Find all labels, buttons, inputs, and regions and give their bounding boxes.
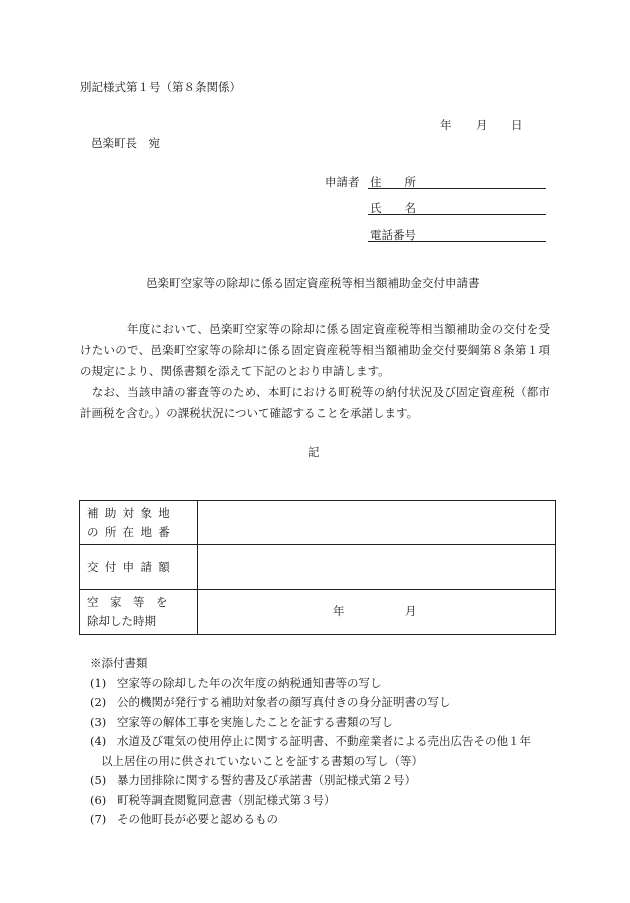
name-label: 氏 名 bbox=[370, 201, 416, 215]
body-paragraph-2: なお、当該申請の審査等のため、本町における町税等の納付状況及び固定資産税（都市計画税を含む。）の課税状況について確認することを承諾します。 bbox=[80, 385, 550, 420]
body-text bbox=[80, 319, 550, 424]
subsidy-land-label: 補助対象地 の所在地番 bbox=[80, 501, 198, 545]
list-item: (7) その他町長が必要と認めるもの bbox=[90, 812, 278, 826]
demolition-time-label: 空 家 等 を 除却した時期 bbox=[80, 590, 198, 635]
application-table bbox=[79, 500, 556, 635]
phone-field[interactable] bbox=[368, 241, 546, 242]
name-field[interactable] bbox=[368, 214, 546, 215]
list-item: (4) 水道及び電気の使用停止に関する証明書、不動産業者による売出広告その他１年 bbox=[90, 734, 531, 748]
attachments-list bbox=[90, 654, 560, 830]
list-item: (3) 空家等の解体工事を実施したことを証する書類の写し bbox=[90, 714, 393, 729]
applicant-label: 申請者 bbox=[325, 175, 360, 189]
body-paragraph-1: 年度において、邑楽町空家等の除却に係る固定資産税等相当額補助金の交付を受けたいので、邑楽町空家等の除却に係る固定資産税等相当額補助金交付要綱第８条第１項の規定により、関係書類を添えて下記のとおり申請します。 bbox=[80, 322, 550, 378]
ki-heading: 記 bbox=[308, 445, 320, 459]
table-row bbox=[80, 590, 556, 635]
addressee: 邑楽町長 宛 bbox=[91, 136, 160, 150]
subsidy-land-field[interactable] bbox=[198, 501, 556, 545]
list-item: (6) 町税等調査閲覧同意書（別記様式第３号） bbox=[90, 792, 336, 807]
demolition-time-field[interactable] bbox=[198, 590, 556, 635]
demolition-year-label: 年 bbox=[333, 604, 345, 618]
date-day-label: 日 bbox=[511, 118, 523, 132]
form-number: 別記様式第１号（第８条関係） bbox=[80, 80, 241, 94]
address-field[interactable] bbox=[368, 188, 546, 189]
date-month-label: 月 bbox=[476, 118, 488, 132]
document-title: 邑楽町空家等の除却に係る固定資産税等相当額補助金交付申請書 bbox=[146, 276, 480, 290]
application-amount-label: 交付申請額 bbox=[80, 545, 198, 590]
demolition-month-label: 月 bbox=[405, 604, 417, 618]
date-year-label: 年 bbox=[440, 118, 452, 132]
table-row bbox=[80, 501, 556, 545]
attachments-heading: ※添付書類 bbox=[90, 656, 148, 670]
table-row bbox=[80, 545, 556, 590]
list-item: (1) 空家等の除却した年の次年度の納税通知書等の写し bbox=[90, 675, 382, 690]
list-item: (2) 公的機関が発行する補助対象者の顔写真付きの身分証明書の写し bbox=[90, 695, 451, 709]
list-item: (5) 暴力団排除に関する誓約書及び承諾書（別記様式第２号） bbox=[90, 773, 416, 787]
phone-label: 電話番号 bbox=[370, 228, 416, 242]
application-amount-field[interactable] bbox=[198, 545, 556, 590]
address-label: 住 所 bbox=[370, 175, 416, 189]
list-item-continuation: 以上居住の用に供されていないことを証する書類の写し（等） bbox=[101, 753, 423, 768]
